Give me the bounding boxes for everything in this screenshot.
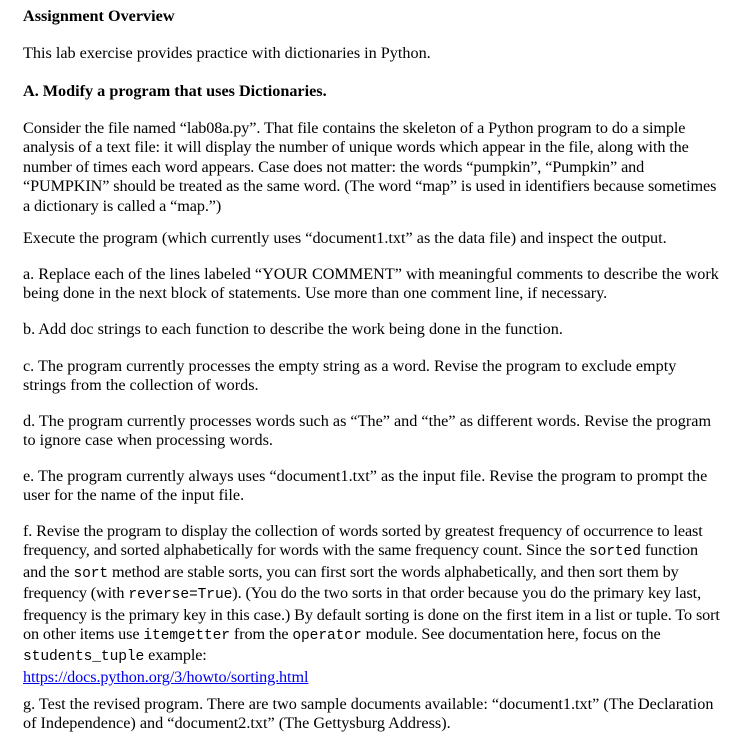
code-students-tuple: students_tuple <box>23 649 145 666</box>
item-g-paragraph: g. Test the revised program. There are two sample documents available: “document1.txt” (The Declaration of Independence) and “document2.txt” (The Gettysburg Address). <box>23 695 714 733</box>
sorting-docs-link[interactable]: https://docs.python.org/3/howto/sorting.html <box>23 667 309 686</box>
item-f-text-1: f. Revise the program to display the collection of words sorted by greatest frequency of occurrence to least frequency, and sorted alphabetically for words with the same frequency count. Since the <box>23 522 703 560</box>
item-f-text-3: method are stable sorts, you can first sort the words alphabetically, and then sort them by frequency (with <box>23 562 679 603</box>
intro-paragraph: This lab exercise provides practice with dictionaries in Python. <box>23 44 431 62</box>
item-c-paragraph: c. The program currently processes the empty string as a word. Revise the program to exclude empty strings from the collection of words. <box>23 357 677 395</box>
item-a-paragraph: a. Replace each of the lines labeled “YOUR COMMENT” with meaningful comments to describe the work being done in the next block of statements. Use more than one comment line, if necessary. <box>23 265 719 303</box>
item-d-paragraph: d. The program currently processes words such as “The” and “the” as different words. Revise the program to ignore case when processing words. <box>23 412 712 450</box>
item-f-text-2: function and the <box>23 541 698 581</box>
item-e-paragraph: e. The program currently always uses “document1.txt” as the input file. Revise the program to prompt the user for the name of the input file. <box>23 467 708 505</box>
item-f-text-4: ). (You do the two sorts in that order because you do the primary key last, frequency is the primary key in this case.) By default sorting is done on the first item in a list or tuple. To sort on other items use <box>23 584 720 644</box>
consider-paragraph: Consider the file named “lab08a.py”. That file contains the skeleton of a Python program to do a simple analysis of a text file: it will display the number of unique words which appear in the file, along with the number of times each word appears. Case does not matter: the words “pumpkin”, “Pumpkin” and “PUMPKIN” should be treated as the same word. (The word “map” is used in identifiers because sometimes a dictionary is called a “map.”) <box>23 119 717 215</box>
heading-assignment-overview: Assignment Overview <box>23 7 175 25</box>
item-f-text-6: module. See documentation here, focus on the <box>361 625 661 644</box>
heading-section-a: A. Modify a program that uses Dictionaries. <box>23 82 327 100</box>
code-operator: operator <box>292 628 362 645</box>
code-reverse-true: reverse=True <box>128 587 233 604</box>
code-sorted: sorted <box>588 544 641 561</box>
execute-paragraph: Execute the program (which currently uses “document1.txt” as the data file) and inspect the output. <box>23 229 667 247</box>
code-itemgetter: itemgetter <box>143 628 230 645</box>
item-f-text-7: example: <box>144 646 207 665</box>
item-f-paragraph <box>23 522 723 687</box>
item-f-text-5: from the <box>229 625 293 644</box>
item-b-paragraph: b. Add doc strings to each function to describe the work being done in the function. <box>23 320 563 338</box>
code-sort: sort <box>73 565 109 582</box>
